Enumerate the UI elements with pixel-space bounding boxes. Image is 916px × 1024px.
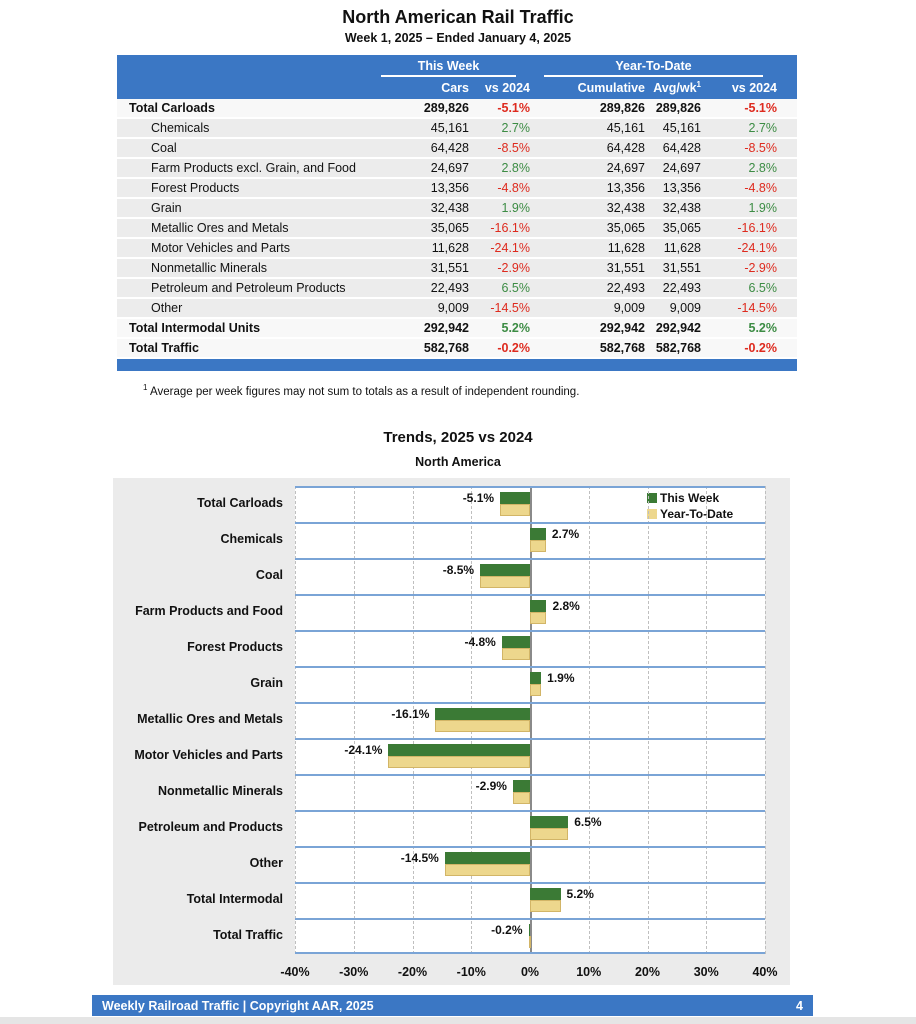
page-bottom-strip bbox=[0, 1017, 916, 1024]
category-label: Nonmetallic Minerals bbox=[157, 784, 283, 798]
bar-value-label: 2.8% bbox=[552, 598, 580, 613]
category-label: Coal bbox=[255, 568, 283, 582]
row-separator-line bbox=[295, 810, 765, 812]
bar-this-week bbox=[530, 600, 546, 612]
row-separator-line bbox=[295, 522, 765, 524]
category-label: Grain bbox=[250, 676, 283, 690]
table-row: Coal 64,428 -8.5% 64,428 64,428 -8.5% bbox=[117, 139, 797, 157]
bar-value-label: -2.9% bbox=[475, 778, 507, 793]
chart-panel bbox=[113, 478, 790, 985]
category-label: Metallic Ores and Metals bbox=[137, 712, 283, 726]
bar-year-to-date bbox=[480, 576, 530, 588]
x-axis-tick-label: -30% bbox=[339, 965, 369, 979]
table-column-header-row bbox=[117, 77, 797, 99]
group-header-this-week: This Week bbox=[367, 59, 530, 77]
row-separator-line bbox=[295, 558, 765, 560]
bar-value-label: -4.8% bbox=[464, 634, 496, 649]
x-axis-tick-label: 40% bbox=[752, 965, 778, 979]
legend-entry-this-week bbox=[647, 490, 733, 506]
column-header-vs-2024-ytd: vs 2024 bbox=[731, 81, 777, 95]
x-axis-tick-label: 0% bbox=[520, 965, 540, 979]
bar-year-to-date bbox=[500, 504, 530, 516]
category-label: Other bbox=[249, 856, 283, 870]
legend-swatch-this-week-icon bbox=[647, 493, 657, 503]
bar-this-week bbox=[530, 672, 541, 684]
table-header bbox=[117, 55, 797, 99]
bar-value-label: -16.1% bbox=[391, 706, 430, 721]
row-separator-line bbox=[295, 774, 765, 776]
bar-year-to-date bbox=[388, 756, 530, 768]
bar-year-to-date bbox=[530, 540, 546, 552]
footer-page-number: 4 bbox=[796, 998, 803, 1013]
bar-this-week bbox=[500, 492, 530, 504]
footer-text: Weekly Railroad Traffic | Copyright AAR, 2025 bbox=[102, 998, 374, 1013]
table-row: Motor Vehicles and Parts 11,628 -24.1% 11,628 11,628 -24.1% bbox=[117, 239, 797, 257]
bar-this-week bbox=[480, 564, 530, 576]
row-separator-line bbox=[295, 882, 765, 884]
bar-year-to-date bbox=[530, 828, 568, 840]
bar-value-label: -8.5% bbox=[442, 562, 475, 577]
chart-title: Trends, 2025 vs 2024 bbox=[383, 429, 533, 446]
table-row: Metallic Ores and Metals 35,065 -16.1% 35,065 35,065 -16.1% bbox=[117, 219, 797, 237]
table-row: Total Intermodal Units 292,942 5.2% 292,942 292,942 5.2% bbox=[117, 319, 797, 337]
row-separator-line bbox=[295, 952, 765, 954]
bar-year-to-date bbox=[530, 612, 546, 624]
bar-year-to-date bbox=[513, 792, 530, 804]
table-row: Nonmetallic Minerals 31,551 -2.9% 31,551 31,551 -2.9% bbox=[117, 259, 797, 277]
column-header-cumulative: Cumulative bbox=[577, 81, 645, 95]
bar-this-week bbox=[435, 708, 530, 720]
bar-value-label: -5.1% bbox=[462, 490, 495, 505]
bar-this-week bbox=[530, 528, 546, 540]
legend-label-this-week: This Week bbox=[660, 491, 720, 505]
rail-traffic-table bbox=[117, 55, 797, 371]
legend-label-year-to-date: Year-To-Date bbox=[660, 507, 734, 521]
table-row: Forest Products 13,356 -4.8% 13,356 13,356 -4.8% bbox=[117, 179, 797, 197]
row-separator-line bbox=[295, 702, 765, 704]
table-row: Other 9,009 -14.5% 9,009 9,009 -14.5% bbox=[117, 299, 797, 317]
x-axis-tick-label: 10% bbox=[576, 965, 602, 979]
column-header-vs-2024-week: vs 2024 bbox=[484, 81, 530, 95]
chart-subtitle: North America bbox=[415, 455, 501, 469]
table-group-header-row bbox=[117, 55, 797, 77]
legend-swatch-year-to-date-icon bbox=[647, 509, 657, 519]
chart-legend bbox=[647, 490, 733, 522]
bar-value-label: 1.9% bbox=[547, 670, 575, 685]
category-label: Motor Vehicles and Parts bbox=[134, 748, 283, 762]
x-axis-tick-label: -20% bbox=[397, 965, 428, 979]
bar-value-label: 2.7% bbox=[551, 526, 580, 541]
bar-value-label: 5.2% bbox=[566, 886, 594, 901]
table-row: Farm Products excl. Grain, and Food 24,697 2.8% 24,697 24,697 2.8% bbox=[117, 159, 797, 177]
table-bottom-bar bbox=[117, 359, 797, 371]
bar-this-week bbox=[445, 852, 530, 864]
bar-this-week bbox=[530, 888, 561, 900]
bar-this-week bbox=[388, 744, 530, 756]
table-row: Total Carloads 289,826 -5.1% 289,826 289,826 -5.1% bbox=[117, 99, 797, 117]
category-label: Farm Products and Food bbox=[135, 604, 283, 618]
row-separator-line bbox=[295, 594, 765, 596]
table-row: Petroleum and Petroleum Products 22,493 6.5% 22,493 22,493 6.5% bbox=[117, 279, 797, 297]
bar-value-label: -24.1% bbox=[344, 742, 383, 757]
x-axis-tick-label: -40% bbox=[280, 965, 310, 979]
row-separator-line bbox=[295, 630, 765, 632]
bar-this-week bbox=[530, 816, 568, 828]
footer-bar bbox=[92, 995, 813, 1016]
bar-year-to-date bbox=[530, 684, 541, 696]
bar-this-week bbox=[513, 780, 530, 792]
category-label: Chemicals bbox=[220, 532, 283, 546]
x-axis-tick-label: -10% bbox=[456, 965, 486, 979]
row-separator-line bbox=[295, 666, 765, 668]
category-label: Total Carloads bbox=[197, 496, 283, 510]
footnote: $^1$ Average per week figures may not sum to totals as a result of independent rounding. bbox=[143, 383, 580, 398]
bar-value-label: -14.5% bbox=[400, 850, 439, 865]
table-body bbox=[117, 99, 797, 357]
row-separator-line bbox=[295, 486, 765, 488]
page-title: North American Rail Traffic bbox=[342, 7, 574, 27]
x-axis-tick-label: 30% bbox=[693, 965, 719, 979]
gridline bbox=[765, 486, 766, 954]
legend-entry-year-to-date bbox=[647, 506, 733, 522]
page-subtitle: Week 1, 2025 – Ended January 4, 2025 bbox=[344, 31, 572, 45]
category-label: Petroleum and Products bbox=[138, 820, 283, 834]
bar-year-to-date bbox=[435, 720, 530, 732]
bar-this-week bbox=[502, 636, 530, 648]
category-label: Forest Products bbox=[187, 640, 283, 654]
bar-year-to-date bbox=[529, 936, 531, 948]
column-header-avg-wk: Avg/$wk^1$ bbox=[653, 80, 701, 96]
category-label: Total Intermodal bbox=[186, 892, 283, 906]
row-separator-line bbox=[295, 918, 765, 920]
table-row: Grain 32,438 1.9% 32,438 32,438 1.9% bbox=[117, 199, 797, 217]
table-row: Chemicals 45,161 2.7% 45,161 45,161 2.7% bbox=[117, 119, 797, 137]
group-header-year-to-date: Year-To-Date bbox=[530, 59, 777, 77]
bar-value-label: -0.2% bbox=[491, 922, 523, 937]
row-separator-line bbox=[295, 738, 765, 740]
bar-year-to-date bbox=[502, 648, 530, 660]
category-label: Total Traffic bbox=[213, 928, 283, 942]
chart-plot-area bbox=[295, 486, 765, 954]
column-header-cars: Cars bbox=[441, 81, 469, 95]
table-row: Total Traffic 582,768 -0.2% 582,768 582,768 -0.2% bbox=[117, 339, 797, 357]
bar-value-label: 6.5% bbox=[574, 814, 602, 829]
x-axis-tick-label: 20% bbox=[634, 965, 661, 979]
bar-year-to-date bbox=[530, 900, 561, 912]
row-separator-line bbox=[295, 846, 765, 848]
bar-this-week bbox=[529, 924, 531, 936]
bar-year-to-date bbox=[445, 864, 530, 876]
